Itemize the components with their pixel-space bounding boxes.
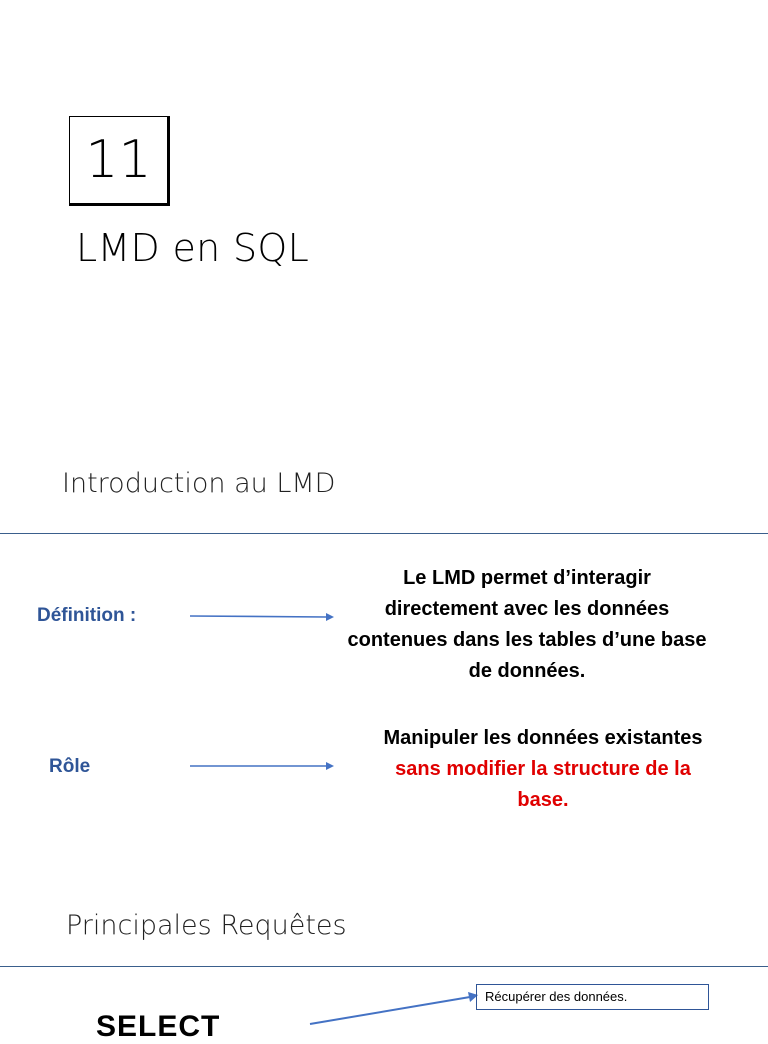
role-text [340,723,746,816]
requests-divider [0,966,768,967]
role-line-highlight: base. [517,789,569,811]
definition-line: directement avec les données [384,598,670,620]
requests-heading: Principales Requêtes [66,910,347,941]
select-arrow-icon [310,990,480,1030]
definition-arrow-icon [190,610,335,624]
select-note: Récupérer des données. [485,989,628,1004]
chapter-title: LMD en SQL [76,226,310,270]
intro-heading: Introduction au LMD [62,468,336,499]
definition-line: de données. [468,660,586,682]
chapter-number-box [69,116,170,206]
role-arrow-icon [190,760,335,774]
role-line: Manipuler les données existantes [383,727,703,749]
definition-text [318,563,736,687]
definition-line: contenues dans les tables d’une base [347,629,707,651]
chapter-number: 11 [85,130,152,190]
intro-divider [0,533,768,534]
definition-line: Le LMD permet d’interagir [403,567,651,589]
role-label: Rôle [49,756,91,777]
select-note-box [476,984,709,1010]
select-keyword: SELECT [96,1010,221,1043]
role-line-highlight: sans modifier la structure de la [395,758,691,780]
definition-label: Définition : [37,605,137,626]
